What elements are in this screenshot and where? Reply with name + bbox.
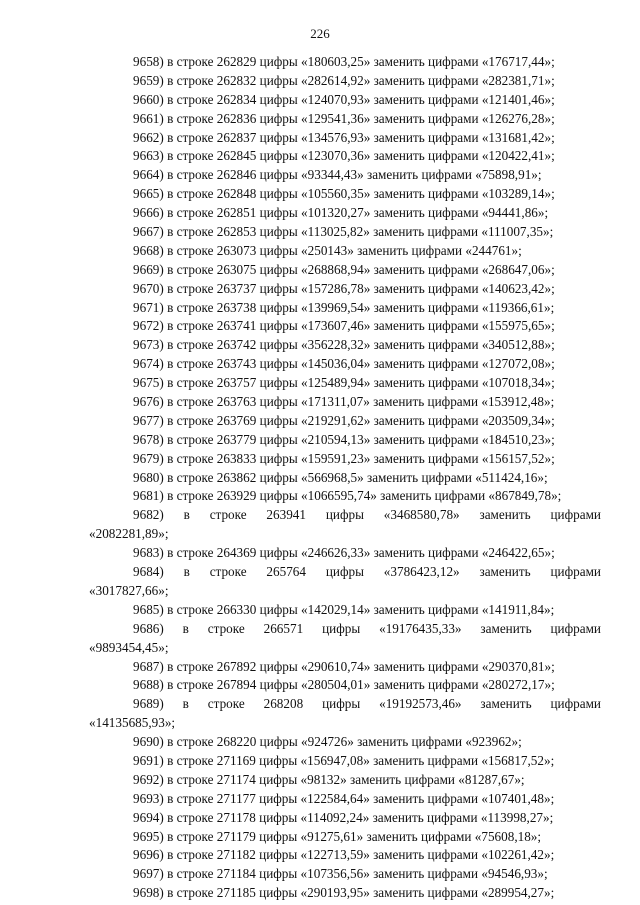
amendment-line-continuation: «3017827,66»; [89, 582, 169, 598]
amendment-line: 9695) в строке 271179 цифры «91275,61» заменить цифрами «75608,18»; [133, 828, 542, 844]
amendment-line: 9680) в строке 263862 цифры «566968,5» заменить цифрами «511424,16»; [133, 469, 548, 485]
amendment-line-continuation: «9893454,45»; [89, 639, 169, 655]
amendment-line: 9684) в строке 265764 цифры «3786423,12» заменить цифрами [133, 564, 601, 580]
amendment-line: 9664) в строке 262846 цифры «93344,43» заменить цифрами «75898,91»; [133, 167, 542, 183]
amendment-line: 9691) в строке 271169 цифры «156947,08» заменить цифрами «156817,52»; [133, 752, 555, 768]
amendment-line-continuation: «14135685,93»; [89, 715, 176, 731]
amendment-line: 9659) в строке 262832 цифры «282614,92» заменить цифрами «282381,71»; [133, 72, 555, 88]
amendment-line: 9686) в строке 266571 цифры «19176435,33» заменить цифрами [133, 620, 601, 636]
amendment-line: 9671) в строке 263738 цифры «139969,54» заменить цифрами «119366,61»; [133, 299, 555, 315]
amendment-line: 9694) в строке 271178 цифры «114092,24» заменить цифрами «113998,27»; [133, 809, 554, 825]
amendment-line: 9685) в строке 266330 цифры «142029,14» заменить цифрами «141911,84»; [133, 601, 555, 617]
amendment-line: 9689) в строке 268208 цифры «19192573,46» заменить цифрами [133, 696, 601, 712]
amendment-line: 9669) в строке 263075 цифры «268868,94» заменить цифрами «268647,06»; [133, 261, 555, 277]
amendment-line: 9662) в строке 262837 цифры «134576,93» заменить цифрами «131681,42»; [133, 129, 555, 145]
amendment-line: 9677) в строке 263769 цифры «219291,62» заменить цифрами «203509,34»; [133, 412, 555, 428]
amendment-line: 9679) в строке 263833 цифры «159591,23» заменить цифрами «156157,52»; [133, 450, 555, 466]
amendment-line: 9666) в строке 262851 цифры «101320,27» заменить цифрами «94441,86»; [133, 205, 549, 221]
amendment-line: 9687) в строке 267892 цифры «290610,74» заменить цифрами «290370,81»; [133, 658, 555, 674]
amendment-line: 9688) в строке 267894 цифры «280504,01» заменить цифрами «280272,17»; [133, 677, 555, 693]
amendment-line: 9665) в строке 262848 цифры «105560,35» заменить цифрами «103289,14»; [133, 186, 555, 202]
amendment-line: 9682) в строке 263941 цифры «3468580,78» заменить цифрами [133, 507, 601, 523]
amendment-line: 9681) в строке 263929 цифры «1066595,74» заменить цифрами «867849,78»; [133, 488, 562, 504]
amendment-line: 9698) в строке 271185 цифры «290193,95» заменить цифрами «289954,27»; [133, 885, 555, 901]
page-number: 226 [310, 26, 330, 41]
amendment-line: 9667) в строке 262853 цифры «113025,82» заменить цифрами «111007,35»; [133, 224, 554, 240]
amendment-line: 9672) в строке 263741 цифры «173607,46» заменить цифрами «155975,65»; [133, 318, 555, 334]
amendment-line: 9690) в строке 268220 цифры «924726» заменить цифрами «923962»; [133, 734, 522, 750]
amendment-line: 9692) в строке 271174 цифры «98132» заменить цифрами «81287,67»; [133, 771, 525, 787]
amendment-line: 9693) в строке 271177 цифры «122584,64» заменить цифрами «107401,48»; [133, 790, 555, 806]
amendment-line: 9697) в строке 271184 цифры «107356,56» заменить цифрами «94546,93»; [133, 866, 548, 882]
amendment-line: 9668) в строке 263073 цифры «250143» заменить цифрами «244761»; [133, 242, 522, 258]
amendment-line: 9663) в строке 262845 цифры «123070,36» заменить цифрами «120422,41»; [133, 148, 555, 164]
amendment-line: 9675) в строке 263757 цифры «125489,94» заменить цифрами «107018,34»; [133, 375, 555, 391]
amendment-line: 9678) в строке 263779 цифры «210594,13» заменить цифрами «184510,23»; [133, 431, 555, 447]
amendment-line: 9658) в строке 262829 цифры «180603,25» заменить цифрами «176717,44»; [133, 54, 555, 69]
amendment-line: 9661) в строке 262836 цифры «129541,36» заменить цифрами «126276,28»; [133, 110, 555, 126]
amendment-line: 9683) в строке 264369 цифры «246626,33» заменить цифрами «246422,65»; [133, 545, 555, 561]
amendment-line: 9673) в строке 263742 цифры «356228,32» заменить цифрами «340512,88»; [133, 337, 555, 353]
amendment-line: 9696) в строке 271182 цифры «122713,59» заменить цифрами «102261,42»; [133, 847, 555, 863]
amendment-line: 9674) в строке 263743 цифры «145036,04» заменить цифрами «127072,08»; [133, 356, 555, 372]
amendment-line: 9660) в строке 262834 цифры «124070,93» заменить цифрами «121401,46»; [133, 91, 555, 107]
amendment-line-continuation: «2082281,89»; [89, 526, 169, 542]
amendment-list [89, 53, 601, 903]
amendment-line: 9676) в строке 263763 цифры «171311,07» заменить цифрами «153912,48»; [133, 394, 555, 410]
amendment-line: 9670) в строке 263737 цифры «157286,78» заменить цифрами «140623,42»; [133, 280, 555, 296]
